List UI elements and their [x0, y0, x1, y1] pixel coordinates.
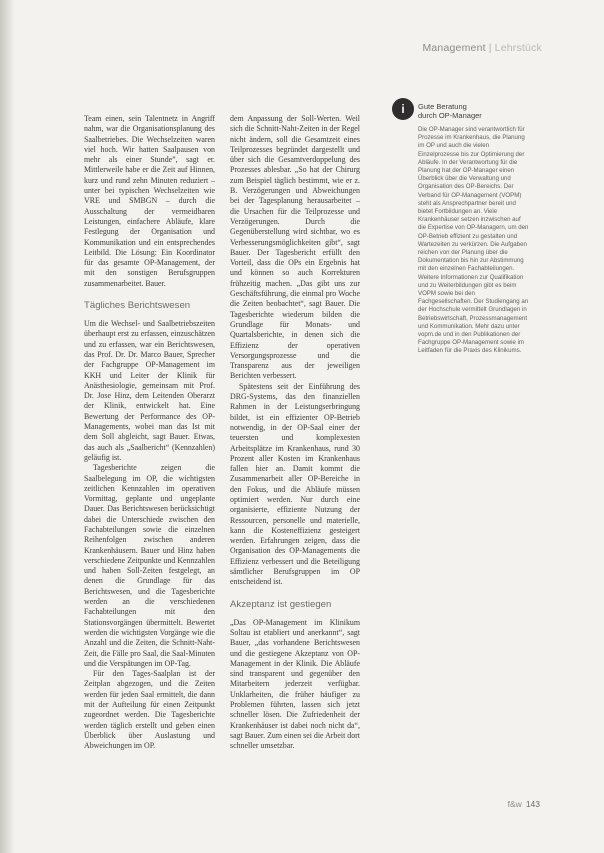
page-spine-shadow — [0, 0, 14, 853]
sidebar-body: Die OP-Manager sind verantwortlich für Prozesse im Krankenhaus, die Planung im OP und auch die vielen Einzelprozesse bis zur Optimierung der Abläufe. In der Verantwortung für die Planung hat der OP-Manager einen Überblick über die Verwaltung und Organisation des OP-Bereichs. Der Verband für OP-Management (VOPM) steht als Ansprechpartner bereit und bietet Fortbildungen an. Viele Krankenhäuser setzen inzwischen auf die Expertise von OP-Managern, um den OP-Betrieb effizient zu gestalten und Wartezeiten zu verkürzen. Die Aufgaben reichen von der Planung über die Dokumentation bis hin zur Abstimmung mit den einzelnen Fachabteilungen. Weitere Informationen zur Qualifikation und zu Weiterbildungen gibt es beim VOPM sowie bei den Fachgesellschaften. Der Studiengang an der Hochschule vermittelt Grundlagen in Betriebswirtschaft, Prozessmanagement und Kommunikation. Mehr dazu unter vopm.de und in den Publikationen der Fachgruppe OP-Management sowie im Leitfaden für die Praxis des Klinikums. — [418, 126, 529, 355]
section-heading: Akzeptanz ist gestiegen — [230, 598, 332, 610]
page-number: 143 — [525, 799, 540, 809]
body-paragraph: Tagesberichte zeigen die Saalbelegung im OP, die wichtigsten zeitlichen Kennzahlen im operativen Vormittag, geplante und ungeplante Dauer. Das Berichtswesen berücksichtigt dabei die Unterschiede zwischen den Fachabteilungen sowie die einzelnen Reihenfolgen zwischen anderen Krankenhäusern. Bauer und Hinz haben verschiedene Zeitpunkte und Kennzahlen und haben Soll-Zeiten festgelegt, an denen die Grundlage für das Berichtswesen, und die Tagesberichte werden an die verschiedenen Fachabteilungen mit den Stationsvorgängen übermittelt. Bewertet werden die wichtigsten Vorgänge wie die Anzahl und die Zeiten, die Schnitt-Naht-Zeit, die Fälle pro Saal, die Saal-Minuten und die Verspätungen im OP-Tag. — [84, 463, 215, 668]
magazine-name: f&w — [507, 799, 522, 809]
section-heading: Tägliches Berichtswesen — [84, 300, 191, 312]
subsection-label: Lehrstück — [494, 42, 542, 54]
running-head — [422, 42, 542, 54]
section-label: Management — [422, 42, 486, 54]
text-column-middle — [230, 114, 360, 752]
section-separator: | — [488, 42, 492, 54]
body-paragraph: Um die Wechsel- und Saalbetriebszeiten überhaupt erst zu erfassen, einzuschätzen und zu erfassen, war ein Berichtswesen, das Prof. Dr. Dr. Marco Bauer, Sprecher der Fachgruppe OP-Management im KKH und Leiter der Klinik für Anästhesiologie, gemeinsam mit Prof. Dr. Jose Hinz, dem Leitenden Oberarzt der Klinik, entwickelt hat. Eine Bewertung der Performance des OP-Managements, wobei man das Ist mit dem Soll abgleicht, sagt Bauer. Etwas, das auch als „Saalbericht“ (Kennzahlen) geläufig ist. — [84, 319, 215, 462]
body-paragraph: Für den Tages-Saalplan ist der Zeitplan abgezogen, und die Zeiten werden für jeden Saal ermittelt, die dann mit der Aufteilung für einen Zeitpunkt zugeordnet werden. Die Tagesberichte werden täglich erstellt und geben einen Überblick über Auslastung und Abweichungen im OP. — [84, 669, 215, 751]
body-paragraph: „Das OP-Management im Klinikum Soltau ist etabliert und anerkannt“, sagt Bauer, „das vorhandene Berichtswesen und die gestiegene Akzeptanz von OP-Management in der Klinik. Die Abläufe sind transparent und gegenüber den Mitarbeitern jederzeit verfügbar. Unklarheiten, die früher häufiger zu Problemen führten, lassen sich jetzt schneller lösen. Die Zufriedenheit der Krankenhäuser ist dabei noch nicht da“, sagt Bauer. Zum einen sei die Arbeit dort schneller umsetzbar. — [230, 617, 360, 751]
body-paragraph: Spätestens seit der Einführung des DRG-Systems, das den finanziellen Rahmen in der Leistungserbringung bildet, ist ein effizienter OP-Betrieb notwendig, in der OP-Saal einer der teuersten und komplexesten Arbeitsplätze im Krankenhaus, rund 30 Prozent aller Kosten im Krankenhaus fallen hier an. Damit kommt die Zusammenarbeit aller OP-Bereiche in den Fokus, und die Abläufe müssen optimiert werden. Nur durch eine organisierte, effiziente Nutzung der Ressourcen, personelle und materielle, kann die Kosteneffizienz gesteigert werden. Erfahrungen zeigen, dass die Organisation des OP-Managements die Effizienz verbessert und die Beteiligung sämtlicher Berufsgruppen im OP entscheidend ist. — [230, 381, 360, 587]
page-footer — [508, 799, 540, 809]
text-column-left — [84, 114, 215, 752]
body-paragraph: Team einen, sein Talentnetz in Angriff nahm, war die Organisationsplanung des Saalbetriebes. Die Wechselzeiten waren viel hoch. Wir hatten Saalpausen von mehr als einer Stunde”, sagt er. Mittlerweile habe er die Zeit auf Hinnen, kurz und rund zehn Minuten reduziert – unter bei typischen Wechselzeiten wie VRE und SMBGN – durch die Ausschaltung der vermeidbaren Leistungen, einfachere Abläufe, klare Festlegung der Organisation und Kommunikation und ein entsprechendes Leitbild. Die Lösung: Ein Koordinator für das gesamte OP-Management, der mit den sonstigen Berufsgruppen zusammenarbeitet. Bauer. — [84, 114, 215, 288]
sidebar-title: Gute Beratung durch OP-Manager — [418, 102, 482, 120]
info-icon: i — [392, 98, 414, 120]
body-paragraph: dem Anpassung der Soll-Werten. Weil sich die Schnitt-Naht-Zeiten in der Regel nicht ändern, soll die Gesamtzeit eines Teilprozesses begründet dargestellt und über sich die Gesamtverdoppelung des Prozesses ablesbar. „So hat der Chirurg zum Beispiel täglich bestimmt, wie er z. B. Verzögerungen und Abweichungen bei der Tagesplanung herausarbeitet – die Ursachen für die Teilprozesse und Verzögerungen. Durch die Gegenüberstellung wird sichtbar, wo es Verbesserungsmöglichkeiten gibt“, sagt Bauer. Der Tagesbericht erfüllt den Vorteil, dass die OPs ein Ergebnis hat und können so auch Korrekturen frühzeitig machen. „Das gibt uns zur Geschäftsführung, die einmal pro Woche die Zeiten beobachtet“, sagt Bauer. Die Tagesberichte wiederum bilden die Grundlage für Monats- und Quartalsberichte, in denen sich die Effizienz der operativen Versorgungsprozesse und die Transparenz aus der jeweiligen Berichten verbessert. — [230, 114, 360, 381]
